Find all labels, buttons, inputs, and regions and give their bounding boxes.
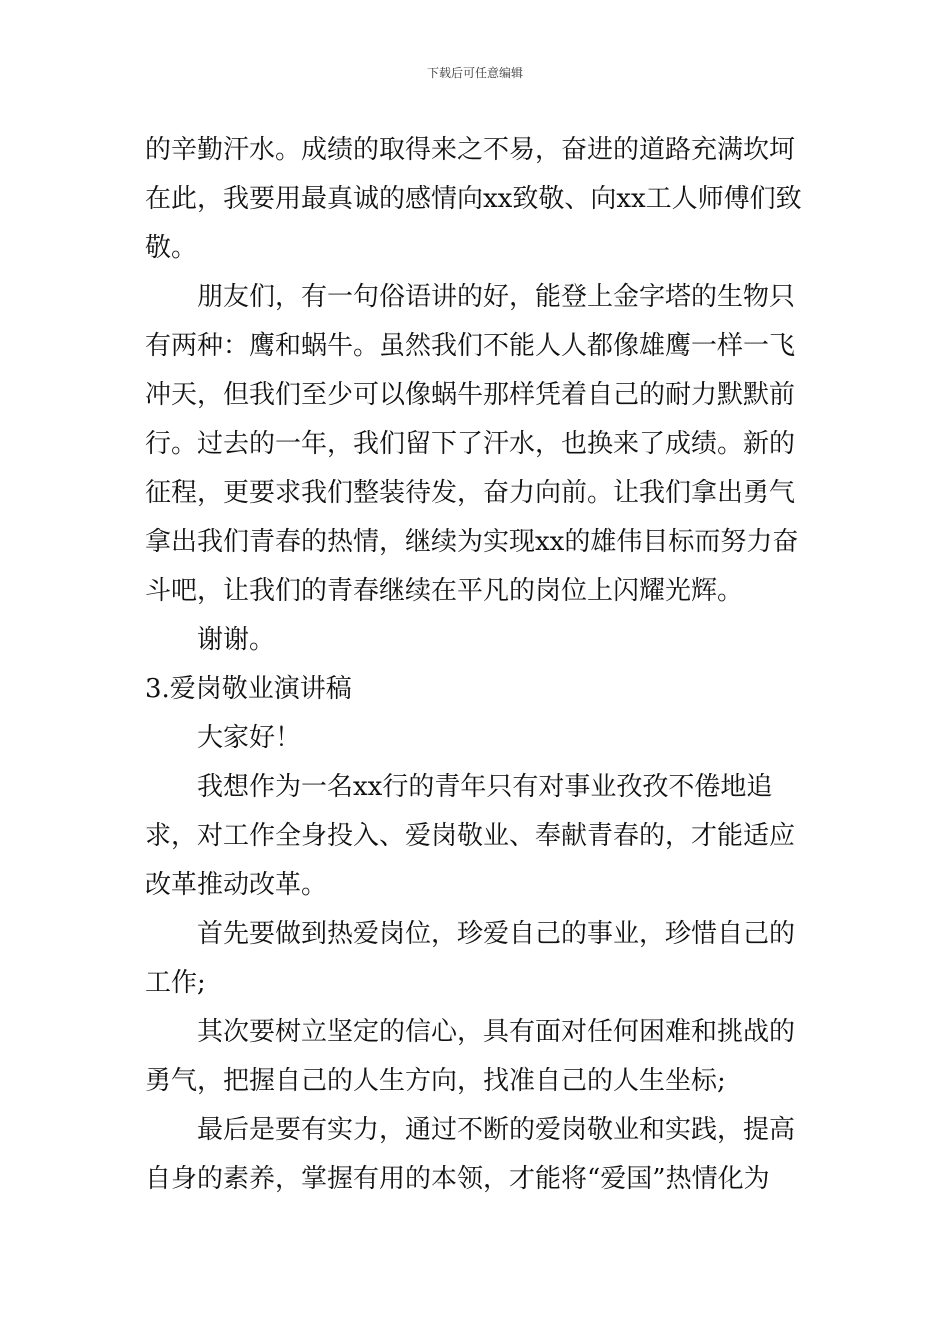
paragraph-3: 谢谢。 <box>197 625 276 655</box>
paragraph-2: 朋友们，有一句俗语讲的好，能登上金字塔的生物只有两种：鹰和蜗牛。虽然我们不能人人都像雄鹰一样一飞冲天，但我们至少可以像蜗牛那样凭着自己的耐力默默前行。过去的一年，我们留下了汗水，也换来了成绩。新的征程，更要求我们整装待发，奋力向前。让我们拿出勇气拿出我们青春的热情，继续为实现xx的雄伟目标而努力奋斗吧，让我们的青春继续在平凡的岗位上闪耀光辉。 <box>145 282 799 606</box>
paragraph-1: 的辛勤汗水。成绩的取得来之不易，奋进的道路充满坎坷在此，我要用最真诚的感情向xx致敬、向xx工人师傅们致敬。 <box>145 135 802 263</box>
paragraph-7: 首先要做到热爱岗位，珍爱自己的事业，珍惜自己的工作; <box>145 919 796 998</box>
section-heading: 3.爱岗敬业演讲稿 <box>145 674 352 704</box>
paragraph-9: 最后是要有实力，通过不断的爱岗敬业和实践，提高自身的素养，掌握有用的本领，才能将“爱国”热情化为 <box>145 1115 796 1194</box>
document-body <box>145 126 815 1204</box>
page-header-note: 下载后可任意编辑 <box>426 66 523 80</box>
paragraph-greeting: 大家好！ <box>197 723 302 753</box>
paragraph-6: 我想作为一名xx行的青年只有对事业孜孜不倦地追求，对工作全身投入、爱岗敬业、奉献青春的，才能适应改革推动改革。 <box>145 772 796 900</box>
paragraph-8: 其次要树立坚定的信心，具有面对任何困难和挑战的勇气，把握自己的人生方向，找准自己的人生坐标; <box>145 1017 796 1096</box>
